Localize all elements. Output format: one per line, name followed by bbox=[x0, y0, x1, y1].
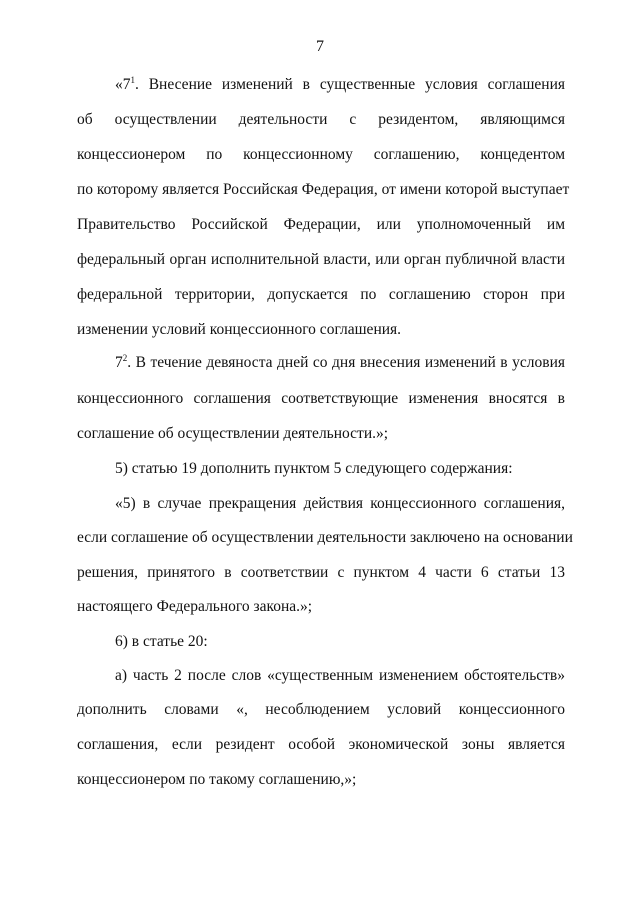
text-line: если соглашение об осуществлении деятельности заключено на основании bbox=[77, 529, 573, 546]
text-line: изменении условий концессионного соглашения. bbox=[77, 321, 402, 338]
text-line: решения, принятого в соответствии с пунктом 4 части 6 статьи 13 bbox=[77, 564, 565, 581]
text-line: концессионером по концессионному соглашению, концедентом bbox=[77, 146, 565, 163]
text-line: $7^2$. В течение девяноста дней со дня внесения изменений в условия bbox=[115, 353, 565, 371]
text-line: Правительство Российской Федерации, или уполномоченный им bbox=[77, 216, 565, 233]
text-line: 6) в статье 20: bbox=[115, 633, 208, 650]
text-line: настоящего Федерального закона.»; bbox=[77, 598, 313, 615]
text-line: а) часть 2 после слов «существенным изменением обстоятельств» bbox=[115, 667, 565, 684]
text-line: «$7^1$. Внесение изменений в существенные условия соглашения bbox=[115, 75, 565, 93]
page-number: 7 bbox=[316, 38, 324, 55]
text-line: концессионером по такому соглашению,»; bbox=[77, 771, 357, 788]
text-line: федеральный орган исполнительной власти, или орган публичной власти bbox=[77, 251, 565, 268]
text-line: «5) в случае прекращения действия концессионного соглашения, bbox=[115, 495, 565, 512]
text-line: по которому является Российская Федерация, от имени которой выступает bbox=[77, 181, 570, 198]
text-line: дополнить словами «, несоблюдением условий концессионного bbox=[77, 701, 565, 718]
text-line: федеральной территории, допускается по соглашению сторон при bbox=[77, 286, 565, 303]
text-line: об осуществлении деятельности с резидентом, являющимся bbox=[77, 111, 565, 128]
text-line: соглашения, если резидент особой экономической зоны является bbox=[77, 736, 565, 753]
text-line: соглашение об осуществлении деятельности.»; bbox=[77, 425, 389, 442]
text-line: концессионного соглашения соответствующие изменения вносятся в bbox=[77, 390, 565, 407]
text-line: 5) статью 19 дополнить пунктом 5 следующего содержания: bbox=[115, 460, 513, 477]
